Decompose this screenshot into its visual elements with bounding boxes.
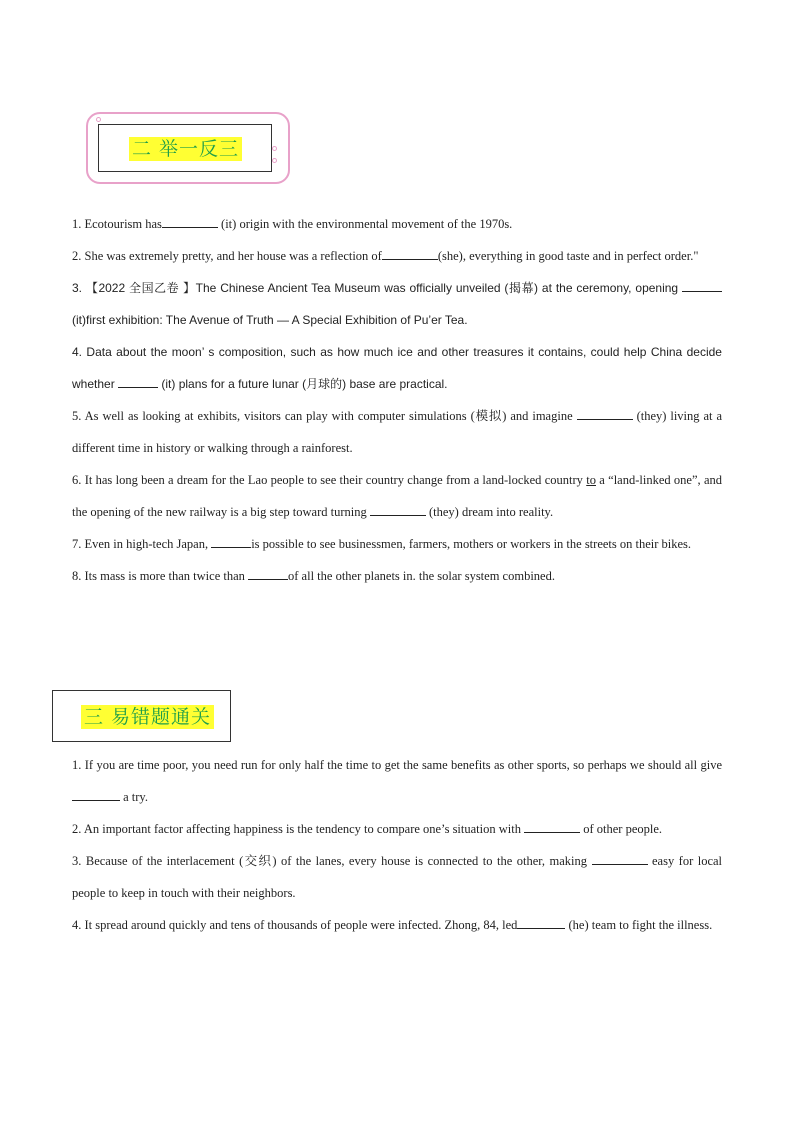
question-item: 1. Ecotourism has (it) origin with the environmental movement of the 1970s. [72, 208, 722, 240]
answer-blank[interactable] [370, 502, 426, 516]
answer-blank[interactable] [72, 787, 120, 801]
question-item: 4. Data about the moon’ s composition, such as how much ice and other treasures it contains, could help China decide whether (it) plans for a future lunar (月球的) base are practical. [72, 345, 722, 391]
question-list-1 [72, 208, 722, 592]
question-item: 2. An important factor affecting happiness is the tendency to compare one’s situation with of other people. [72, 813, 722, 845]
exam-source-tag: 【2022 全国乙卷 】 [85, 281, 196, 295]
section-heading-box-2 [52, 690, 231, 742]
section-title-2: 三 易错题通关 [81, 705, 214, 729]
section-heading-box-1 [86, 112, 290, 184]
question-list-2 [72, 749, 722, 941]
section-title-1: 二 举一反三 [129, 137, 242, 161]
answer-blank[interactable] [248, 566, 288, 580]
answer-blank[interactable] [517, 915, 565, 929]
question-item: 8. Its mass is more than twice than of all the other planets in. the solar system combined. [72, 560, 722, 592]
question-item: 3. 【2022 全国乙卷 】The Chinese Ancient Tea Museum was officially unveiled (揭幕) at the ceremony, opening (it)first exhibition: The Avenue of Truth — A Special Exhibition of Pu’er Tea. [72, 272, 722, 336]
section-heading-inner [98, 124, 272, 172]
question-item: 3. Because of the interlacement (交织) of the lanes, every house is connected to the other, making easy for local people to keep in touch with their neighbors. [72, 845, 722, 909]
question-item: 6. It has long been a dream for the Lao people to see their country change from a land-locked country to a “land-linked one”, and the opening of the new railway is a big step toward turning (they) dream into reality. [72, 473, 723, 519]
answer-blank[interactable] [382, 246, 438, 260]
decor-dot [272, 146, 277, 151]
answer-blank[interactable] [211, 534, 251, 548]
answer-blank[interactable] [118, 374, 158, 388]
answer-blank[interactable] [682, 278, 722, 292]
question-item: 1. If you are time poor, you need run for only half the time to get the same benefits as other sports, so perhaps we should all give a try. [72, 758, 723, 804]
answer-blank[interactable] [162, 214, 218, 228]
answer-blank[interactable] [592, 851, 648, 865]
question-item: 7. Even in high-tech Japan, is possible to see businessmen, farmers, mothers or workers in the streets on their bikes. [72, 528, 722, 560]
decor-dot [272, 158, 277, 163]
answer-blank[interactable] [577, 406, 633, 420]
question-item: 5. As well as looking at exhibits, visitors can play with computer simulations (模拟) and imagine (they) living at a different time in history or walking through a rainforest. [72, 400, 722, 464]
question-item: 2. She was extremely pretty, and her house was a reflection of (she), everything in good taste and in perfect order." [72, 240, 722, 272]
answer-blank[interactable] [524, 819, 580, 833]
question-item: 4. It spread around quickly and tens of thousands of people were infected. Zhong, 84, led (he) team to fight the illness. [72, 909, 722, 941]
decor-dot [96, 117, 101, 122]
